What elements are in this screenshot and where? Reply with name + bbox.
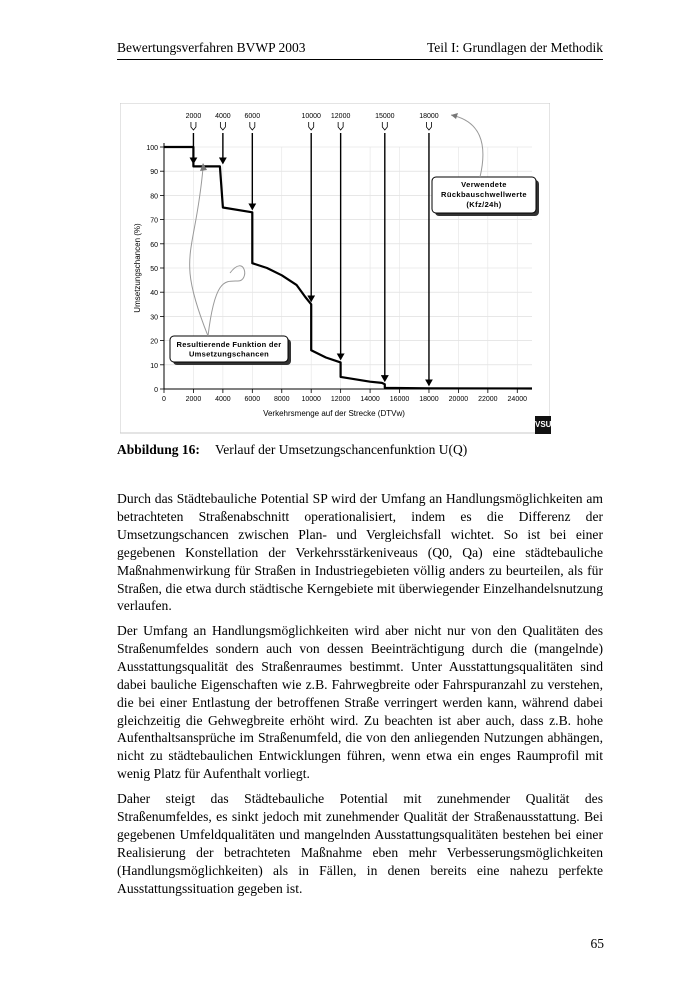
thresholds-box-text: Rückbauschwellwerte — [441, 190, 527, 199]
y-axis-label: Umsetzungschancen (%) — [133, 223, 142, 313]
x-tick-label: 22000 — [478, 396, 498, 403]
x-tick-label: 14000 — [360, 396, 380, 403]
x-tick-label: 0 — [162, 396, 166, 403]
paragraph-2: Der Umfang an Handlungsmöglichkeiten wird aber nicht nur von den Qualitäten des Straßenumfeldes sondern auch von dessen Beeinträchtigung durch die (mangelnde) Ausstattungsqualität des Straßenraumes bestimmt. Unter Ausstattungsqualitäten sind dabei bauliche Eigenschaften wie z.B. Fahrwegbreite oder Fahrspuranzahl zu verstehen, die bei einer Entlastung der betroffenen Straße verringert werden kann, während dabei gleichzeitig die Gehwegbreite erhöht wird. Zu beachten ist aber auch, dass z.B. hohe Aufenthaltsansprüche im Straßenumfeld, die von den anliegenden Nutzungen abhängen, nicht zu städtebaulichen Entwicklungen führen, wenn etwa ein enges Raumprofil mit wenig Platz für Aufenthalt vorliegt. — [117, 623, 603, 782]
paragraph-1: Durch das Städtebauliche Potential SP wird der Umfang an Handlungsmöglichkeiten am betrachteten Straßenabschnitt operationalisiert, indem es die Differenz der Umsetzungschancen zwischen Plan- und Vergleichsfall wichtet. So ist bei einer gegebenen Konstellation der Verkehrsstärkeniveaus (Q0, Qa) eine städtebauliche Maßnahmenwirkung für Straßen in Industriegebieten völlig anders zu beurteilen, als für Straßen, die etwa durch städtische Kerngebiete mit überwiegender Einzelhandelsnutzung verlaufen. — [117, 491, 603, 614]
threshold-label: 15000 — [375, 113, 395, 120]
page-number: 65 — [590, 936, 604, 951]
y-tick-label: 70 — [150, 217, 158, 225]
function-box-text: Resultierende Funktion der — [176, 340, 282, 349]
y-tick-label: 60 — [150, 241, 158, 249]
x-tick-label: 4000 — [215, 396, 231, 403]
y-tick-label: 40 — [150, 290, 158, 298]
x-tick-label: 2000 — [185, 396, 202, 403]
header-part-title: Teil I: Grundlagen der Methodik — [426, 40, 603, 55]
x-tick-label: 6000 — [244, 396, 261, 403]
figure-caption — [117, 442, 607, 458]
x-tick-label: 20000 — [448, 396, 469, 403]
x-tick-label: 10000 — [301, 396, 321, 403]
vsu-logo: VSU — [535, 416, 551, 434]
x-tick-label: 24000 — [507, 396, 528, 403]
threshold-label: 18000 — [419, 113, 439, 120]
x-tick-label: 12000 — [330, 396, 351, 403]
caption-label: Abbildung 16: — [117, 442, 200, 457]
thresholds-box-text: (Kfz/24h) — [466, 200, 502, 209]
paragraph-3: Daher steigt das Städtebauliche Potential mit zunehmender Qualität des Straßenumfeldes, es sinkt jedoch mit zunehmender Qualität der Straßenausstattung. Bei gegebenen Umfeldqualitäten und mangelnden Ausstattungsqualitäten bestehen bei einer Realisierung der betrachteten Maßnahme eben mehr Verbesserungsmöglichkeiten (Handlungsmöglichkeiten) als in Fällen, in denen bereits eine nahezu perfekte Ausstattungssituation gegeben ist. — [117, 791, 603, 896]
x-axis-label: Verkehrsmenge auf der Strecke (DTVw) — [263, 409, 405, 418]
threshold-label: 2000 — [185, 113, 202, 120]
threshold-label: 6000 — [244, 113, 261, 120]
threshold-label: 10000 — [301, 113, 321, 120]
y-tick-label: 90 — [150, 169, 158, 177]
y-tick-label: 10 — [150, 362, 158, 370]
umsetzungschancen-chart — [120, 103, 550, 435]
function-box-text: Umsetzungschancen — [188, 349, 270, 359]
x-tick-label: 16000 — [389, 396, 410, 403]
y-tick-label: 80 — [150, 193, 158, 201]
figure-16 — [120, 103, 550, 435]
threshold-label: 4000 — [215, 113, 231, 120]
x-tick-label: 8000 — [273, 396, 290, 403]
y-tick-label: 100 — [146, 145, 158, 152]
header-document-title: Bewertungsverfahren BVWP 2003 — [117, 40, 306, 55]
threshold-label: 12000 — [330, 113, 351, 120]
y-tick-label: 50 — [150, 266, 158, 273]
page-header — [117, 37, 603, 60]
y-tick-label: 30 — [150, 314, 158, 322]
x-tick-label: 18000 — [419, 396, 439, 403]
caption-text: Verlauf der Umsetzungschancenfunktion U(Q) — [215, 442, 468, 457]
y-tick-label: 0 — [154, 387, 158, 394]
thresholds-box-text: Verwendete — [461, 180, 507, 189]
y-tick-label: 20 — [150, 338, 158, 346]
